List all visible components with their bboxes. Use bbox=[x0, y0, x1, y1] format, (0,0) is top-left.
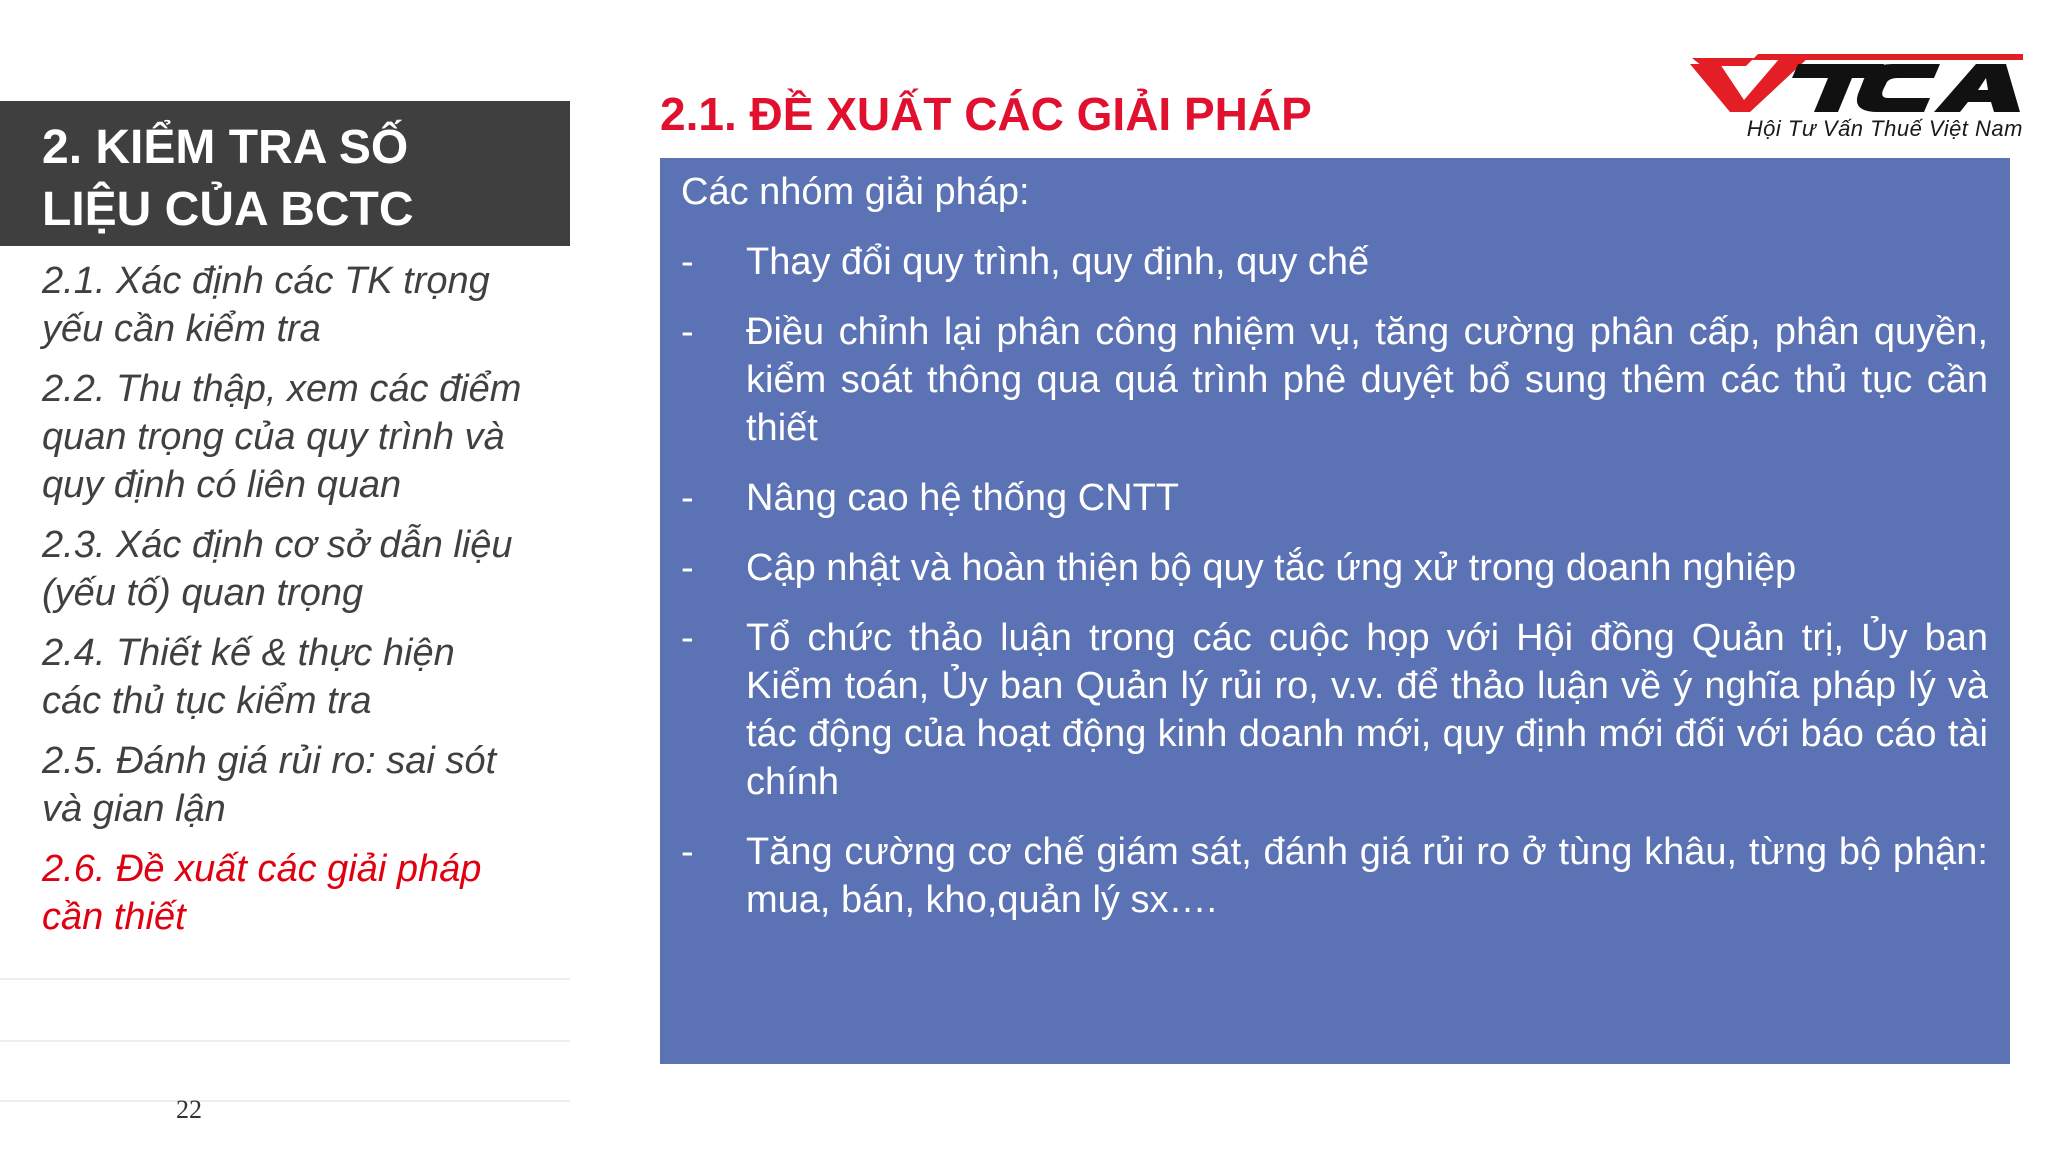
divider bbox=[0, 978, 570, 980]
bullet-dash: - bbox=[681, 831, 694, 873]
list-item bbox=[681, 238, 1988, 286]
list-item bbox=[681, 544, 1988, 592]
toc-item-2-2[interactable]: 2.2. Thu thập, xem các điểm quan trọng của quy trình và quy định có liên quan bbox=[42, 368, 522, 506]
bullet-dash: - bbox=[681, 617, 694, 659]
toc-item-2-5[interactable]: 2.5. Đánh giá rủi ro: sai sót và gian lận bbox=[42, 740, 497, 830]
list-item-text: Thay đổi quy trình, quy định, quy chế bbox=[746, 241, 1370, 283]
bullet-dash: - bbox=[681, 547, 694, 589]
section-header bbox=[0, 101, 570, 246]
list-item-text: Điều chỉnh lại phân công nhiệm vụ, tăng cường phân cấp, phân quyền, kiểm soát thông qua quá trình phê duyệt bổ sung thêm các thủ tục cần thiết bbox=[746, 311, 1988, 449]
divider bbox=[0, 1100, 570, 1102]
toc-item-2-6-active[interactable]: 2.6. Đề xuất các giải pháp cần thiết bbox=[42, 848, 482, 938]
section-title-line1: 2. KIỂM TRA SỐ bbox=[42, 121, 409, 174]
toc-item-2-1[interactable]: 2.1. Xác định các TK trọng yếu cần kiểm tra bbox=[42, 260, 490, 350]
toc-item-2-3[interactable]: 2.3. Xác định cơ sở dẫn liệu (yếu tố) quan trọng bbox=[42, 524, 513, 614]
list-item bbox=[681, 828, 1988, 924]
page-number: 22 bbox=[176, 1095, 202, 1124]
list-item-text: Cập nhật và hoàn thiện bộ quy tắc ứng xử trong doanh nghiệp bbox=[746, 547, 1797, 589]
vtca-logo bbox=[1688, 50, 2023, 150]
list-item-text: Tăng cường cơ chế giám sát, đánh giá rủi ro ở tùng khâu, từng bộ phận: mua, bán, kho,quản lý sx…. bbox=[746, 831, 1988, 921]
bullet-dash: - bbox=[681, 477, 694, 519]
page-title: 2.1. ĐỀ XUẤT CÁC GIẢI PHÁP bbox=[660, 88, 1312, 140]
list-item-text: Nâng cao hệ thống CNTT bbox=[746, 477, 1180, 519]
list-item bbox=[681, 474, 1988, 522]
list-item-text: Tổ chức thảo luận trong các cuộc họp với Hội đồng Quản trị, Ủy ban Kiểm toán, Ủy ban Quản lý rủi ro, v.v. để thảo luận về ý nghĩa pháp lý và tác động của hoạt động kinh doanh mới, quy định mới đối với báo cáo tài chính bbox=[746, 617, 1988, 803]
solutions-panel bbox=[660, 158, 2010, 1064]
logo-tagline: Hội Tư Vấn Thuế Việt Nam bbox=[1746, 116, 2023, 141]
list-item bbox=[681, 308, 1988, 452]
toc-item-2-4[interactable]: 2.4. Thiết kế & thực hiện các thủ tục kiểm tra bbox=[42, 632, 455, 722]
divider bbox=[0, 1040, 570, 1042]
list-item bbox=[681, 614, 1988, 806]
panel-intro: Các nhóm giải pháp: bbox=[681, 171, 1030, 213]
section-title-line2: LIỆU CỦA BCTC bbox=[42, 183, 414, 236]
vtca-logo-mark bbox=[1688, 50, 2023, 116]
bullet-dash: - bbox=[681, 311, 694, 353]
toc-list bbox=[42, 257, 562, 953]
bullet-dash: - bbox=[681, 241, 694, 283]
